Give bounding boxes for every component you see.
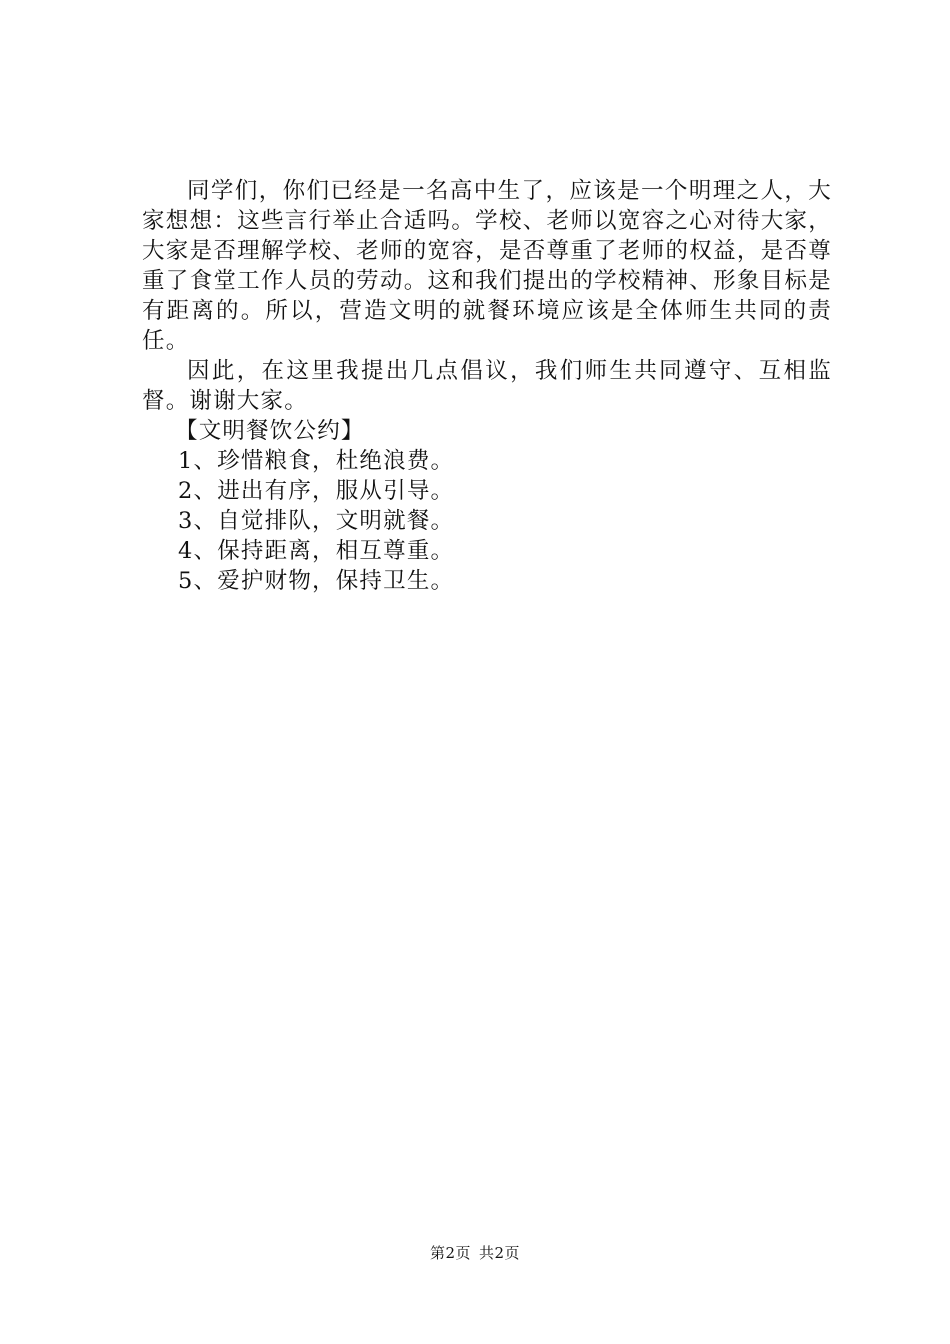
pact-item-5: 5、爱护财物，保持卫生。 <box>178 568 455 594</box>
page-number: 第2页 <box>429 1244 471 1262</box>
paragraph-proposal: 因此，在这里我提出几点倡议，我们师生共同遵守、互相监督。谢谢大家。 <box>142 358 832 414</box>
page-footer <box>0 1243 950 1263</box>
page-total: 共2页 <box>479 1244 521 1262</box>
pact-item-1: 1、珍惜粮食，杜绝浪费。 <box>178 448 455 474</box>
pact-item-4: 4、保持距离，相互尊重。 <box>178 538 455 564</box>
paragraph-reflection: 同学们，你们已经是一名高中生了，应该是一个明理之人，大家想想：这些言行举止合适吗。学校、老师以宽容之心对待大家，大家是否理解学校、老师的宽容，是否尊重了老师的权益，是否尊重了食堂工作人员的劳动。这和我们提出的学校精神、形象目标是有距离的。所以，营造文明的就餐环境应该是全体师生共同的责任。 <box>142 178 832 354</box>
pact-item-3: 3、自觉排队，文明就餐。 <box>178 508 455 534</box>
document-body <box>142 176 832 596</box>
pact-item-2: 2、进出有序，服从引导。 <box>178 478 455 504</box>
pact-title: 【文明餐饮公约】 <box>175 418 365 444</box>
